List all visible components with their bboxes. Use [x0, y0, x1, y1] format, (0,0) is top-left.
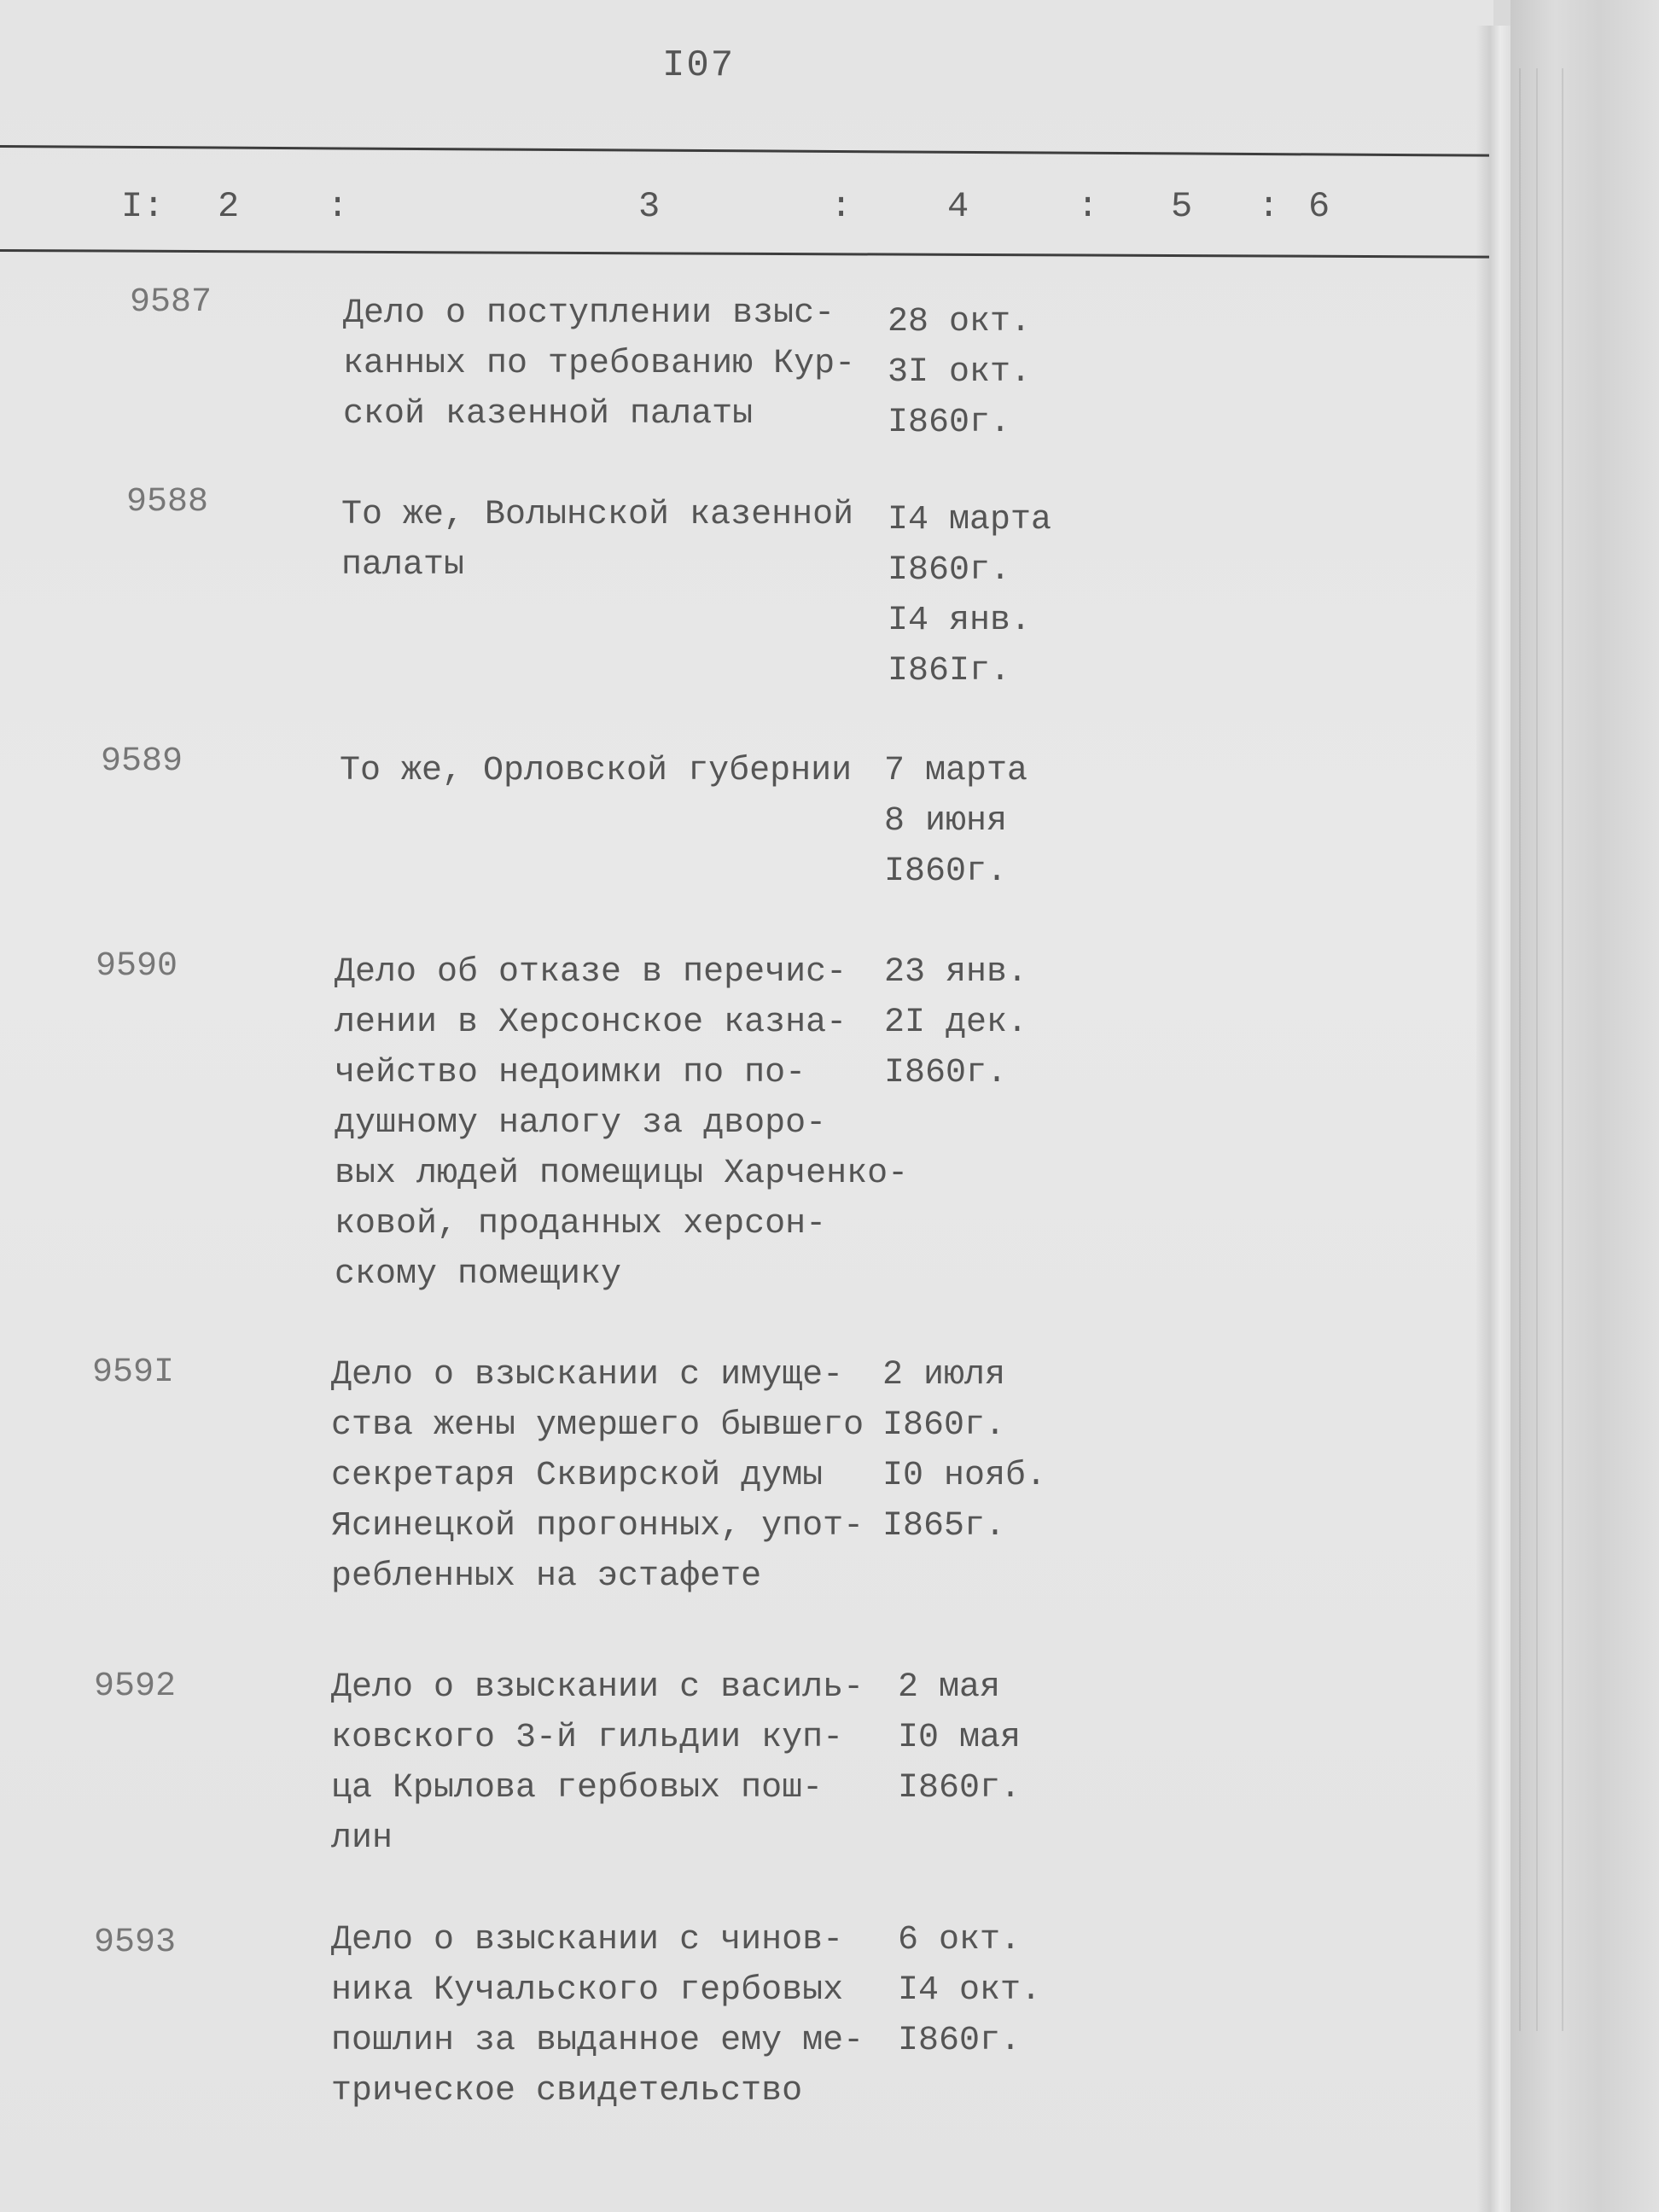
page-edge [1476, 26, 1511, 2212]
entry-number: 9589 [101, 742, 183, 781]
description-line: лении в Херсонское казна- [335, 1004, 847, 1042]
column-header-3: 3 [638, 186, 661, 227]
page-number: I07 [662, 44, 736, 87]
description-line: чейство недоимки по по- [335, 1054, 806, 1092]
entry-number: 9592 [94, 1668, 177, 1706]
description-line: ковского 3-й гильдии куп- [331, 1719, 844, 1757]
column-separator: : [327, 186, 349, 227]
date-line: 8 июня [884, 802, 1008, 841]
entry-dates [898, 1662, 1021, 1813]
entry-dates [882, 1350, 1046, 1551]
description-line: ника Кучальского гербовых [331, 1971, 844, 2010]
date-line: I0 нояб. [882, 1457, 1047, 1495]
entry-description [341, 490, 853, 591]
date-line: I4 янв. [888, 602, 1032, 640]
description-line: скому помещику [335, 1255, 622, 1294]
date-line: I0 мая [898, 1719, 1022, 1757]
date-line: I860г. [888, 404, 1011, 442]
column-separator: : [830, 186, 853, 227]
stack-line [1562, 68, 1563, 2031]
description-line: Дело об отказе в перечис- [335, 953, 847, 992]
entry-number: 959I [92, 1353, 175, 1392]
date-line: 2 июля [882, 1356, 1006, 1394]
entry-dates [898, 1915, 1041, 2066]
entry-dates [884, 947, 1027, 1098]
description-line: Дело о взыскании с имуще- [331, 1356, 844, 1394]
description-line: Дело о взыскании с чинов- [331, 1921, 844, 1959]
column-separator: : [1258, 186, 1280, 227]
page-stack [1511, 0, 1659, 2212]
date-line: I860г. [898, 2022, 1022, 2060]
description-line: канных по требованию Кур- [343, 345, 856, 383]
date-line: I860г. [898, 1769, 1022, 1807]
entry-number: 9588 [126, 483, 209, 521]
description-line: вых людей помещицы Харченко- [335, 1155, 909, 1193]
entry-number: 9593 [94, 1924, 177, 1962]
description-line: Дело о взыскании с василь- [331, 1668, 864, 1707]
stack-line [1519, 68, 1521, 2031]
entry-number: 9587 [130, 283, 212, 322]
description-line: ца Крылова гербовых пош- [331, 1769, 824, 1807]
date-line: 23 янв. [884, 953, 1028, 992]
date-line: I86Iг. [888, 652, 1011, 690]
date-line: I860г. [882, 1406, 1006, 1445]
description-line: пошлин за выданное ему ме- [331, 2022, 864, 2060]
entry-description [340, 746, 852, 796]
date-line: I865г. [882, 1507, 1006, 1545]
entry-description [343, 288, 855, 439]
description-line: палаты [341, 546, 465, 585]
date-line: 28 окт. [888, 303, 1032, 341]
date-line: 7 марта [884, 752, 1028, 790]
description-line: душному налогу за дворо- [335, 1104, 827, 1143]
description-line: ской казенной палаты [343, 395, 754, 434]
date-line: 2 мая [898, 1668, 1001, 1707]
column-separator: : [1077, 186, 1099, 227]
column-header-6: 6 [1308, 186, 1330, 227]
entry-number: 9590 [96, 947, 178, 986]
description-line: лин [331, 1819, 393, 1858]
description-line: ства жены умершего бывшего [331, 1406, 864, 1445]
description-line: То же, Орловской губернии [340, 752, 853, 790]
entry-dates [884, 746, 1027, 897]
date-line: 2I дек. [884, 1004, 1028, 1042]
description-line: ковой, проданных херсон- [335, 1205, 827, 1243]
entry-dates [888, 297, 1031, 448]
column-header-5: 5 [1171, 186, 1193, 227]
entry-dates [888, 495, 1051, 696]
date-line: I860г. [884, 853, 1008, 891]
entry-description [335, 947, 908, 1300]
entry-description [331, 1662, 864, 1864]
column-header-2: 2 [218, 186, 240, 227]
stack-line [1536, 68, 1538, 2031]
date-line: I860г. [888, 551, 1011, 590]
entry-description [331, 1350, 864, 1602]
column-header-1: I: [121, 186, 165, 227]
description-line: ребленных на эстафете [331, 1557, 762, 1596]
description-line: Дело о поступлении взыс- [343, 294, 835, 333]
column-header-4: 4 [947, 186, 969, 227]
date-line: I860г. [884, 1054, 1008, 1092]
date-line: I4 окт. [898, 1971, 1042, 2010]
description-line: То же, Волынской казенной [341, 496, 854, 534]
date-line: 3I окт. [888, 353, 1032, 392]
date-line: I4 марта [888, 501, 1052, 539]
description-line: секретаря Сквирской думы [331, 1457, 824, 1495]
entry-description [331, 1915, 864, 2116]
date-line: 6 окт. [898, 1921, 1022, 1959]
description-line: трическое свидетельство [331, 2072, 803, 2110]
description-line: Ясинецкой прогонных, упот- [331, 1507, 864, 1545]
